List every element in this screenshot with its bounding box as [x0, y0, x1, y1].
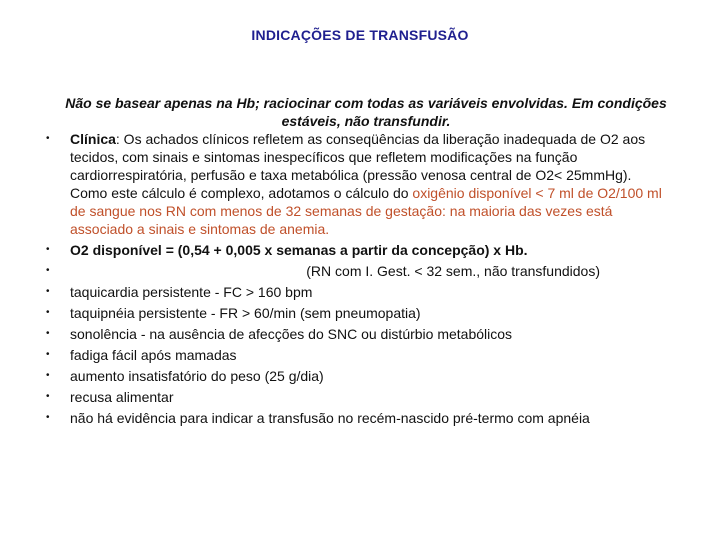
sign-text: taquicardia persistente - FC > 160 bpm — [70, 284, 313, 300]
bullet-icon: • — [46, 391, 50, 402]
bullet-list — [40, 130, 672, 427]
bullet-icon: • — [46, 307, 50, 318]
sign-text: não há evidência para indicar a transfusão no recém-nascido pré-termo com apnéia — [70, 410, 590, 426]
list-item-sign — [40, 304, 672, 322]
clinica-highlight: oxigênio disponível < 7 ml de O2/100 ml de sangue nos RN com menos de 32 semanas de gestação: na maioria das vezes está associado a sinais e sintomas de anemia. — [70, 185, 662, 237]
list-item-sign — [40, 409, 672, 427]
clinica-label: Clínica — [70, 131, 116, 147]
bullet-icon: • — [46, 133, 50, 144]
bullet-icon: • — [46, 349, 50, 360]
bullet-icon: • — [46, 244, 50, 255]
list-item-sign — [40, 283, 672, 301]
page-title: INDICAÇÕES DE TRANSFUSÃO — [251, 27, 469, 43]
slide-body — [40, 94, 672, 427]
sign-text: recusa alimentar — [70, 389, 174, 405]
bullet-icon: • — [46, 370, 50, 381]
list-item-clinica — [40, 130, 672, 238]
sign-text: sonolência - na ausência de afecções do SNC ou distúrbio metabólicos — [70, 326, 513, 342]
bullet-icon: • — [46, 265, 50, 276]
sign-text: aumento insatisfatório do peso (25 g/dia) — [70, 368, 324, 384]
bullet-icon: • — [46, 328, 50, 339]
bullet-icon: • — [46, 286, 50, 297]
sign-text: fadiga fácil após mamadas — [70, 347, 237, 363]
list-item-sign — [40, 346, 672, 364]
list-item-formula-note — [40, 262, 672, 280]
formula-text: O2 disponível = (0,54 + 0,005 x semanas a partir da concepção) x Hb. — [70, 242, 528, 258]
list-item-sign — [40, 325, 672, 343]
list-item-formula — [40, 241, 672, 259]
bullet-icon: • — [46, 412, 50, 423]
formula-note: (RN com I. Gest. < 32 sem., não transfundidos) — [306, 263, 600, 279]
list-item-sign — [40, 388, 672, 406]
list-item-sign — [40, 367, 672, 385]
sign-text: taquipnéia persistente - FR > 60/min (sem pneumopatia) — [70, 305, 421, 321]
clinica-text: : Os achados clínicos refletem as conseqüências da liberação inadequada de O2 aos tecidos, com sinais e sintomas inespecíficos que refletem modificações na função cardiorrespiratória, perfusão e taxa metabólica (pressão venosa central de O2< 25mmHg). Como este cálculo é complexo, adotamos o cálculo do — [70, 131, 646, 201]
intro-text: Não se basear apenas na Hb; raciocinar com todas as variáveis envolvidas. Em condições estáveis, não transfundir. — [65, 95, 667, 129]
